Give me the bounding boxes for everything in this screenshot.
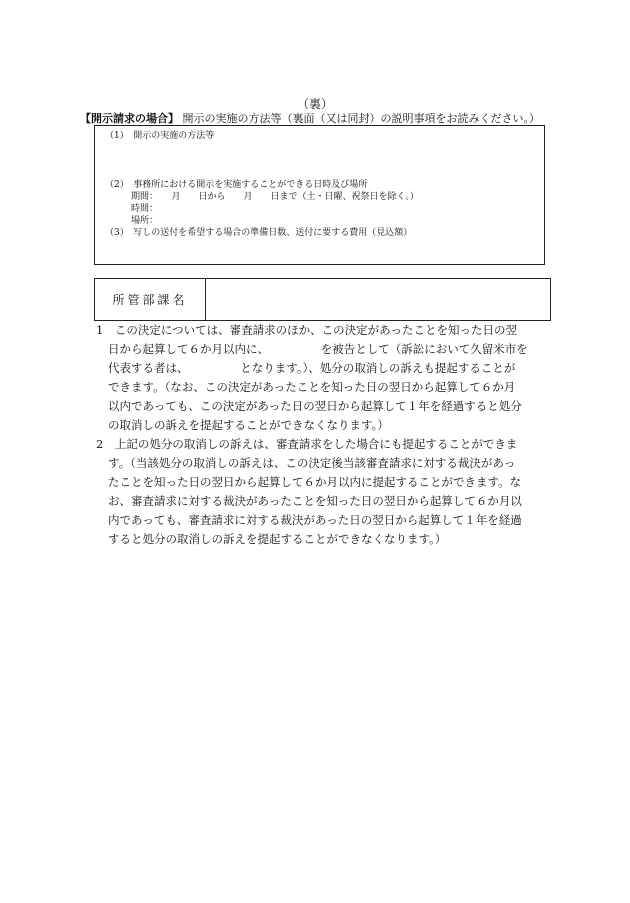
- note-line: お、審査請求に対する裁決があったことを知った日の翌日から起算して６か月以: [108, 494, 522, 508]
- department-value: [206, 279, 550, 320]
- note-line: 以内であっても、この決定があった日の翌日から起算して１年を経過すると処分: [108, 399, 522, 413]
- disclosure-heading: [80, 110, 550, 126]
- page-title: （裏）: [296, 97, 333, 111]
- method-period: 期間： 月 日から 月 日まで（土・日曜、祝祭日を除く。）: [131, 192, 419, 202]
- method-item-3: （3） 写しの送付を希望する場合の準備日数、送付に要する費用（見込額）: [105, 228, 413, 238]
- note-line: す。（当該処分の取消しの訴えは、この決定後当該審査請求に対する裁決があっ: [108, 456, 516, 470]
- disclosure-method-box: [94, 125, 545, 265]
- note-line: 日から起算して６か月以内に、 を被告として（訴訟において久留米市を: [108, 342, 528, 356]
- heading-text: 開示の実施の方法等（裏面（又は同封）の説明事項をお読みください。）: [182, 112, 540, 125]
- note-line: 内であっても、審査請求に対する裁決があった日の翌日から起算して１年を経過: [108, 513, 522, 527]
- note-line: たことを知った日の翌日から起算して６か月以内に提起することができます。な: [108, 475, 522, 489]
- heading-label: 【開示請求の場合】: [80, 112, 179, 125]
- method-place: 場所：: [131, 216, 159, 226]
- department-table: [94, 278, 551, 321]
- note-line: 2 上記の処分の取消しの訴えは、審査請求をした場合にも提起することができま: [96, 437, 518, 451]
- method-item-2: （2） 事務所における開示を実施することができる日時及び場所: [105, 180, 368, 190]
- note-line: の取消しの訴えを提起することができなくなります。）: [108, 418, 389, 432]
- department-label: 所管部課名: [95, 279, 206, 320]
- note-line: できます。（なお、この決定があったことを知った日の翌日から起算して６か月: [108, 380, 516, 394]
- note-line: 1 この決定については、審査請求のほか、この決定があったことを知った日の翌: [96, 323, 517, 337]
- method-item-1: （1） 開示の実施の方法等: [105, 131, 215, 141]
- note-line: 代表する者は、 となります。）、処分の取消しの訴えも提起することが: [108, 361, 516, 375]
- note-line: すると処分の取消しの訴えを提起することができなくなります。）: [108, 532, 447, 546]
- method-time: 時間：: [131, 204, 159, 214]
